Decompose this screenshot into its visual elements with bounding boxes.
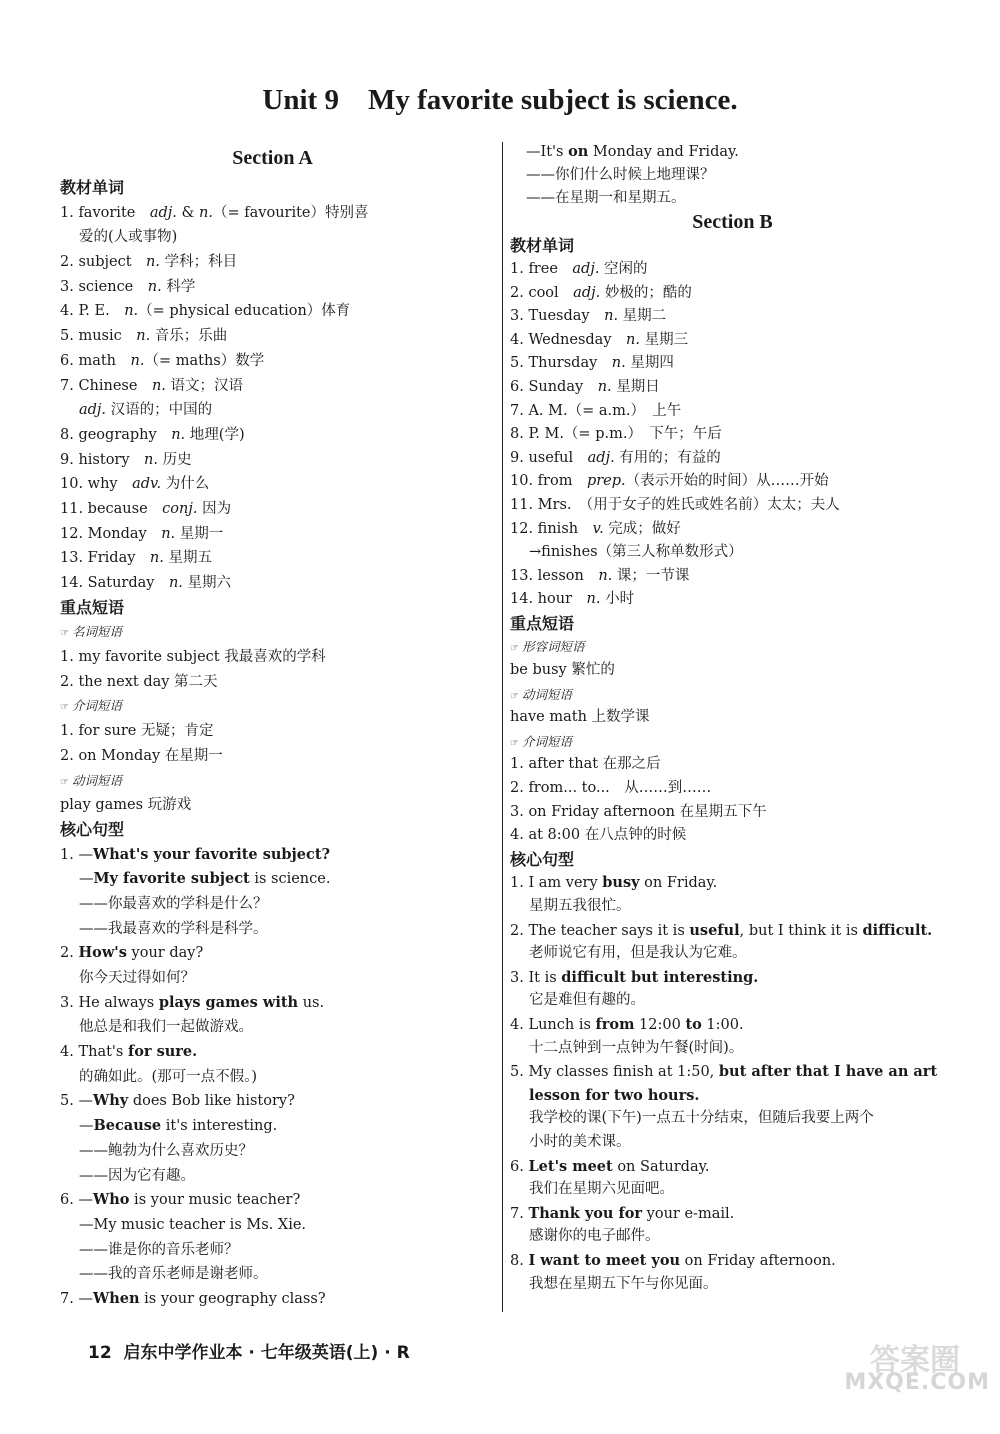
right-text-line: 6. Sunday n. 星期日 [510, 378, 660, 395]
left-text-line: 2. the next day 第二天 [60, 673, 218, 690]
left-text-line: adj. 汉语的；中国的 [79, 402, 213, 419]
right-section-heading: Section B [692, 210, 773, 233]
left-column [60, 140, 485, 1312]
column-divider [502, 142, 503, 1312]
right-text-line: 5. Thursday n. 星期四 [510, 355, 674, 372]
left-text-line: 7. —When is your geography class? [60, 1289, 326, 1307]
right-text-line: 4. Lunch is from 12:00 to 1:00. [510, 1015, 744, 1033]
left-text-line: 12. Monday n. 星期一 [60, 525, 224, 542]
right-subcategory-label: ☞ 形容词短语 [510, 639, 585, 655]
right-text-line: 3. Tuesday n. 星期二 [510, 308, 667, 325]
left-text-line: 7. Chinese n. 语文；汉语 [60, 377, 244, 394]
right-text-line: 感谢你的电子邮件。 [529, 1228, 660, 1245]
watermark: MXQE.COM [844, 1370, 990, 1395]
right-text-line: 2. The teacher says it is useful, but I think it is difficult. [510, 921, 933, 939]
right-text-line: 7. Thank you for your e-mail. [510, 1204, 735, 1222]
left-text-line: ——我的音乐老师是谢老师。 [79, 1266, 268, 1283]
left-section-heading: Section A [232, 147, 313, 169]
left-text-line: ——你最喜欢的学科是什么？ [79, 895, 268, 912]
left-text-line: 2. on Monday 在星期一 [60, 747, 223, 764]
left-text-line: 14. Saturday n. 星期六 [60, 575, 232, 591]
right-text-line: ——在星期一和星期五。 [526, 190, 686, 207]
left-text-line: 6. math n.（= maths）数学 [60, 352, 265, 369]
right-text-line: be busy 繁忙的 [510, 662, 615, 679]
left-text-line: ——谁是你的音乐老师？ [79, 1241, 239, 1258]
right-text-line: 1. after that 在那之后 [510, 756, 661, 773]
right-text-line: 8. I want to meet you on Friday afternoon. [510, 1251, 836, 1269]
left-text-line: 5. music n. 音乐；乐曲 [60, 328, 228, 345]
left-subcategory-label: ☞ 动词短语 [60, 772, 122, 788]
left-text-line: 10. why adv. 为什么 [60, 476, 210, 493]
left-text-line: —Because it's interesting. [79, 1117, 278, 1135]
left-text-line: 3. He always plays games with us. [60, 993, 325, 1011]
left-text-line: 9. history n. 历史 [60, 451, 192, 468]
right-text-line: have math 上数学课 [510, 709, 650, 726]
left-text-line: 11. because conj. 因为 [60, 500, 232, 517]
right-text-line: 3. It is difficult but interesting. [510, 968, 759, 986]
right-text-line: 4. at 8:00 在八点钟的时候 [510, 827, 687, 844]
left-text-line: 2. subject n. 学科；科目 [60, 254, 238, 271]
right-text-line: 2. from... to... 从……到…… [510, 780, 712, 797]
left-text-line: 1. favorite adj. & n.（= favourite）特别喜 [60, 204, 369, 221]
page-footer: 12 启东中学作业本 · 七年级英语(上) · R [88, 1343, 410, 1363]
right-text-line: 14. hour n. 小时 [510, 591, 635, 608]
left-text-line: ——我最喜欢的学科是科学。 [79, 920, 268, 937]
right-text-line: 1. I am very busy on Friday. [510, 874, 718, 892]
left-text-line: 13. Friday n. 星期五 [60, 550, 212, 567]
right-text-line: 12. finish v. 完成；做好 [510, 520, 681, 537]
right-text-line: 3. on Friday afternoon 在星期五下午 [510, 803, 767, 820]
right-text-line: 我学校的课(下午)一点五十分结束，但随后我要上两个 [529, 1110, 874, 1127]
left-text-line: 1. my favorite subject 我最喜欢的学科 [60, 649, 326, 666]
left-text-line: 2. How's your day? [60, 944, 204, 962]
right-category-heading: 教材单词 [510, 236, 575, 256]
right-text-line: 小时的美术课。 [529, 1133, 631, 1150]
left-text-line: 的确如此。(那可一点不假。) [79, 1068, 258, 1085]
right-text-line: lesson for two hours. [529, 1086, 700, 1104]
left-text-line: —My favorite subject is science. [79, 870, 331, 888]
right-text-line: 4. Wednesday n. 星期三 [510, 331, 689, 348]
left-text-line: 你今天过得如何？ [79, 970, 195, 986]
right-text-line: 7. A. M.（= a.m.） 上午 [510, 402, 682, 419]
right-subcategory-label: ☞ 动词短语 [510, 686, 572, 702]
right-text-line: 5. My classes finish at 1:50, but after that I have an art [510, 1063, 938, 1081]
right-text-line: 8. P. M.（= p.m.） 下午；午后 [510, 426, 722, 443]
left-text-line: ——因为它有趣。 [79, 1167, 195, 1184]
right-text-line: 它是难但有趣的。 [529, 992, 645, 1009]
right-text-line: 2. cool adj. 妙极的；酷的 [510, 284, 692, 301]
left-category-heading: 重点短语 [60, 597, 125, 617]
left-subcategory-label: ☞ 介词短语 [60, 698, 122, 714]
right-text-line: 11. Mrs. （用于女子的姓氏或姓名前）太太；夫人 [510, 496, 840, 513]
left-text-line: 1. for sure 无疑；肯定 [60, 723, 214, 740]
right-category-heading: 重点短语 [510, 613, 575, 633]
left-text-line: 8. geography n. 地理(学) [60, 426, 245, 443]
left-text-line: 他总是和我们一起做游戏。 [79, 1019, 253, 1036]
right-text-line: 1. free adj. 空闲的 [510, 260, 648, 277]
right-text-line: →finishes（第三人称单数形式） [529, 544, 743, 561]
right-text-line: 9. useful adj. 有用的；有益的 [510, 449, 721, 466]
left-text-line: —My music teacher is Ms. Xie. [79, 1216, 307, 1233]
left-text-line: 4. P. E. n.（= physical education）体育 [60, 303, 351, 320]
left-category-heading: 核心句型 [60, 819, 125, 839]
right-category-heading: 核心句型 [510, 849, 575, 869]
left-text-line: 6. —Who is your music teacher? [60, 1191, 301, 1209]
right-text-line: 13. lesson n. 课；一节课 [510, 567, 690, 584]
left-text-line: play games 玩游戏 [60, 797, 192, 814]
right-text-line: 十二点钟到一点钟为午餐(时间)。 [529, 1039, 744, 1056]
right-text-line: 老师说它有用，但是我认为它难。 [529, 945, 747, 962]
left-text-line: 5. —Why does Bob like history? [60, 1092, 295, 1110]
right-text-line: —It's on Monday and Friday. [526, 143, 739, 160]
right-text-line: 10. from prep.（表示开始的时间）从……开始 [510, 473, 829, 490]
right-text-line: 我想在星期五下午与你见面。 [529, 1275, 718, 1292]
left-text-line: 3. science n. 科学 [60, 278, 196, 295]
page-title: Unit 9 My favorite subject is science. [262, 84, 738, 116]
left-text-line: ——鲍勃为什么喜欢历史？ [79, 1142, 253, 1159]
watermark-logo: 答案圈 [870, 1343, 960, 1378]
left-category-heading: 教材单词 [60, 178, 125, 197]
right-text-line: 星期五我很忙。 [529, 898, 631, 914]
right-text-line: 6. Let's meet on Saturday. [510, 1157, 710, 1175]
right-subcategory-label: ☞ 介词短语 [510, 733, 572, 749]
left-subcategory-label: ☞ 名词短语 [60, 624, 122, 640]
right-text-line: 我们在星期六见面吧。 [529, 1181, 674, 1198]
right-text-line: ——你们什么时候上地理课？ [526, 166, 715, 183]
left-text-line: 4. That's for sure. [60, 1043, 198, 1061]
left-text-line: 1. —What's your favorite subject? [60, 845, 331, 863]
right-column [510, 140, 955, 1296]
left-text-line: 爱的(人或事物) [79, 229, 178, 246]
